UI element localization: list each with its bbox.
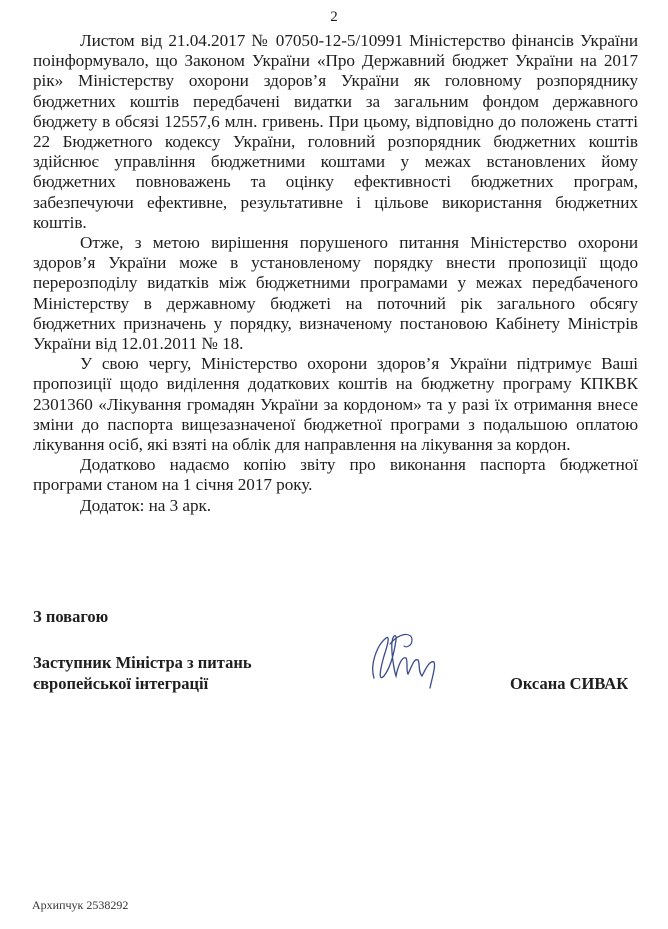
signer-title-line-1: Заступник Міністра з питань [33,653,252,672]
page-number: 2 [330,9,338,25]
signer-title-line-2: європейської інтеграції [33,674,209,693]
handwritten-signature [360,626,460,698]
signer-name: Оксана СИВАК [510,674,629,693]
paragraph-support: У свою чергу, Міністерство охорони здоров’я України підтримує Ваші пропозиції щодо виділення додаткових коштів на бюджетну програму КПКВК 2301360 «Лікування громадян України за кордоном» та у разі їх отримання внесе зміни до паспорта вищезазначеної бюджетної програми з подальшою оплатою лікування осіб, які взяті на облік для направлення на лікування за кордон. [33,354,638,455]
paragraph-report-copy: Додатково надаємо копію звіту про виконання паспорта бюджетної програми станом на 1 січня 2017 року. [33,455,638,495]
signer-title [33,652,252,694]
letter-body [33,31,638,516]
paragraph-redistribution: Отже, з метою вирішення порушеного питання Міністерство охорони здоров’я України може в установленому порядку внести пропозиції щодо перерозподілу видатків між бюджетними програмами у межах передбаченого Міністерству в державному бюджеті на поточний рік загального обсягу бюджетних призначень у порядку, визначеному постановою Кабінету Міністрів України від 12.01.2011 № 18. [33,233,638,354]
executor-note: Архипчук 2538292 [32,898,129,912]
paragraph-budget-info: Листом від 21.04.2017 № 07050-12-5/10991 Міністерство фінансів України поінформувало, що Законом України «Про Державний бюджет України на 2017 рік» Міністерству охорони здоров’я України як головному розпоряднику бюджетних коштів передбачені видатки за загальним фондом державного бюджету в обсязі 12557,6 млн. гривень. При цьому, відповідно до положень статті 22 Бюджетного кодексу України, головний розпорядник бюджетних коштів здійснює управління бюджетними коштами у межах встановлених йому бюджетних повноважень та оцінку ефективності бюджетних програм, забезпечуючи ефективне, результативне і цільове використання бюджетних коштів. [33,31,638,232]
signature-stroke [373,636,435,688]
closing-salutation: З повагою [33,607,109,626]
paragraph-attachment: Додаток: на 3 арк. [80,495,212,515]
